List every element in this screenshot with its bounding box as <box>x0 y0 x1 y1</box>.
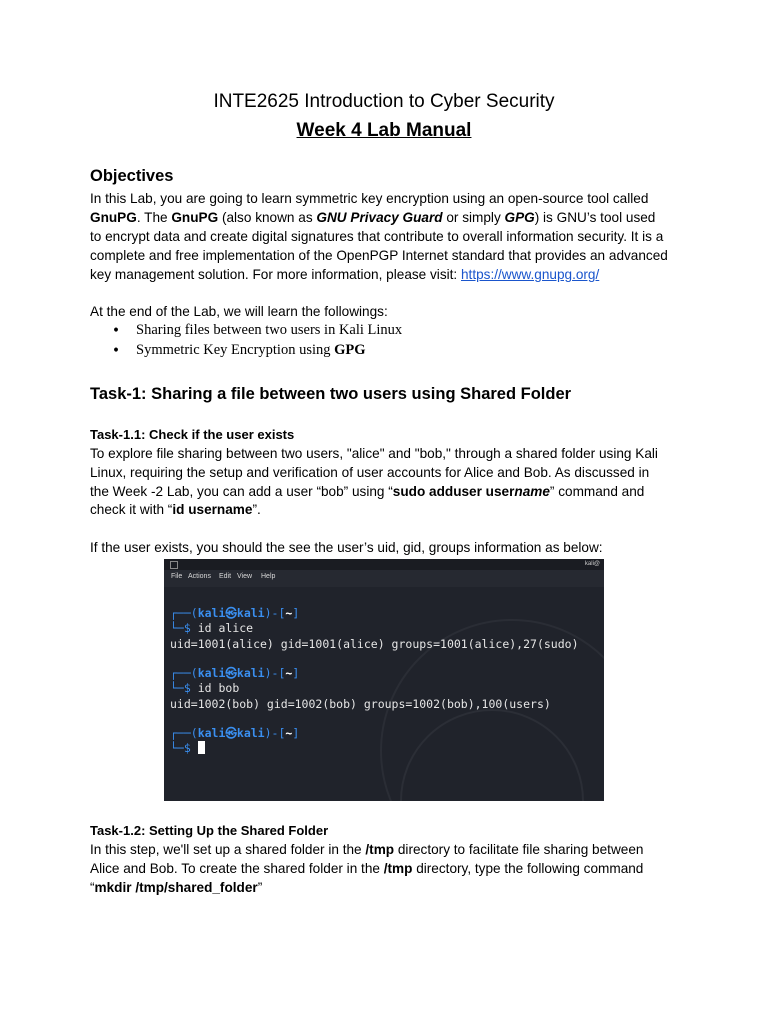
objectives-heading: Objectives <box>90 167 174 185</box>
command-text: id username <box>172 502 253 517</box>
manual-title: Week 4 Lab Manual <box>296 120 472 141</box>
output-line: uid=1001(alice) gid=1001(alice) groups=1001(alice),27(sudo) <box>170 637 579 651</box>
objectives-line-3: to encrypt data and create digital signatures that contribute to overall information security. It is a <box>90 229 664 244</box>
prompt-text: ] <box>292 666 300 680</box>
menu-edit[interactable]: Edit <box>219 573 232 580</box>
task1-2-line-3 <box>90 878 262 897</box>
text-span: ”. <box>252 502 261 517</box>
task1-1-line-1: To explore file sharing between two users, "alice" and "bob," through a shared folder using Kali <box>90 446 658 461</box>
terminal-cursor <box>198 741 205 754</box>
objectives-line-1: In this Lab, you are going to learn symmetric key encryption using an open-source tool called <box>90 191 649 206</box>
text-span: “ <box>90 880 95 895</box>
prompt-text: ] <box>292 726 300 740</box>
text-span: the Week -2 Lab, you can add a user “bob” using “ <box>90 484 393 499</box>
task1-1-heading: Task-1.1: Check if the user exists <box>90 427 295 442</box>
text-span: directory, type the following command <box>412 861 644 876</box>
command-text: sudo adduser user <box>392 484 515 499</box>
command-text: name <box>514 484 550 499</box>
objectives-line-4: complete and free implementation of the OpenPGP Internet standard that provides an advanced <box>90 248 668 263</box>
prompt-dir: ~ <box>285 666 293 680</box>
gnupg-term: GnuPG <box>171 210 219 225</box>
prompt-host: kali㉿kali <box>197 726 265 740</box>
text-span: or simply <box>442 210 505 225</box>
task1-1-line-2: Linux, requiring the setup and verification of user accounts for Alice and Bob. As discussed in <box>90 465 650 480</box>
prompt-dir: ~ <box>285 606 293 620</box>
command-text: /tmp <box>383 861 413 876</box>
output-line: uid=1002(bob) gid=1002(bob) groups=1002(bob),100(users) <box>170 697 551 711</box>
prompt-line <box>170 605 299 621</box>
window-icon <box>170 561 178 569</box>
gnupg-link[interactable]: https://www.gnupg.org/ <box>460 267 600 282</box>
prompt-text: ┌──( <box>170 726 198 740</box>
menu-view[interactable]: View <box>237 573 253 580</box>
gnupg-term: GnuPG <box>90 210 137 225</box>
task1-1-line-3 <box>90 482 644 501</box>
task1-1-line-4 <box>90 500 261 519</box>
prompt-dir: ~ <box>285 726 293 740</box>
prompt-text: )-[ <box>264 726 286 740</box>
bullet-item-1: Sharing files between two users in Kali Linux <box>136 322 403 338</box>
command-text: mkdir /tmp/shared_folder <box>94 880 258 895</box>
menu-help[interactable]: Help <box>261 573 276 580</box>
prompt-text: ┌──( <box>170 606 198 620</box>
prompt-text: ┌──( <box>170 666 198 680</box>
command-text: /tmp <box>365 842 395 857</box>
text-span: Symmetric Key Encryption using <box>136 342 335 358</box>
bullet-item-2 <box>136 342 366 359</box>
gpg-term: GPG <box>504 210 535 225</box>
objectives-line-2 <box>90 208 655 227</box>
gpg-term: GPG <box>334 342 366 358</box>
text-span: ” command and <box>549 484 645 499</box>
task1-2-line-1 <box>90 840 643 859</box>
command-line <box>170 621 253 635</box>
prompt-line <box>170 725 299 741</box>
text-span: ” <box>257 880 263 895</box>
command-line <box>170 681 239 695</box>
text-span: (also known as <box>218 210 317 225</box>
text-span: Alice and Bob. To create the shared folder in the <box>90 861 384 876</box>
task1-2-heading: Task-1.2: Setting Up the Shared Folder <box>90 823 329 838</box>
terminal-user-tag: kali@ <box>584 561 600 567</box>
command-line[interactable] <box>170 741 205 755</box>
prompt-host: kali㉿kali <box>197 666 265 680</box>
command-text: id bob <box>197 681 240 695</box>
text-span: directory to facilitate file sharing between <box>394 842 644 857</box>
text-span: . The <box>136 210 172 225</box>
task1-2-line-2 <box>90 859 643 878</box>
text-span: In this step, we'll set up a shared folder in the <box>90 842 366 857</box>
prompt-text: )-[ <box>264 666 286 680</box>
bullet-icon: • <box>112 323 121 339</box>
prompt-text: )-[ <box>264 606 286 620</box>
menu-file[interactable]: File <box>171 573 183 580</box>
prompt-dollar: └─$ <box>170 741 198 755</box>
menu-actions[interactable]: Actions <box>188 573 211 580</box>
command-text: id alice <box>197 621 254 635</box>
prompt-text: ] <box>292 606 300 620</box>
terminal-screenshot <box>164 559 604 801</box>
gnu-privacy-guard-term: GNU Privacy Guard <box>316 210 443 225</box>
course-title: INTE2625 Introduction to Cyber Security <box>213 91 555 112</box>
terminal-top-bar <box>164 559 604 570</box>
text-span: ) is GNU’s tool used <box>534 210 656 225</box>
task1-1-line-5: If the user exists, you should the see the user’s uid, gid, groups information as below: <box>90 540 603 555</box>
prompt-dollar: └─$ <box>170 681 198 695</box>
task1-heading: Task-1: Sharing a file between two users using Shared Folder <box>90 385 572 403</box>
objectives-line-5 <box>90 265 599 284</box>
bullet-icon: • <box>112 343 121 359</box>
prompt-dollar: └─$ <box>170 621 198 635</box>
text-span: check it with “ <box>90 502 173 517</box>
text-span: key management solution. For more information, please visit: <box>90 267 461 282</box>
prompt-host: kali㉿kali <box>197 606 265 620</box>
followings-intro: At the end of the Lab, we will learn the followings: <box>90 304 388 319</box>
prompt-line <box>170 665 299 681</box>
